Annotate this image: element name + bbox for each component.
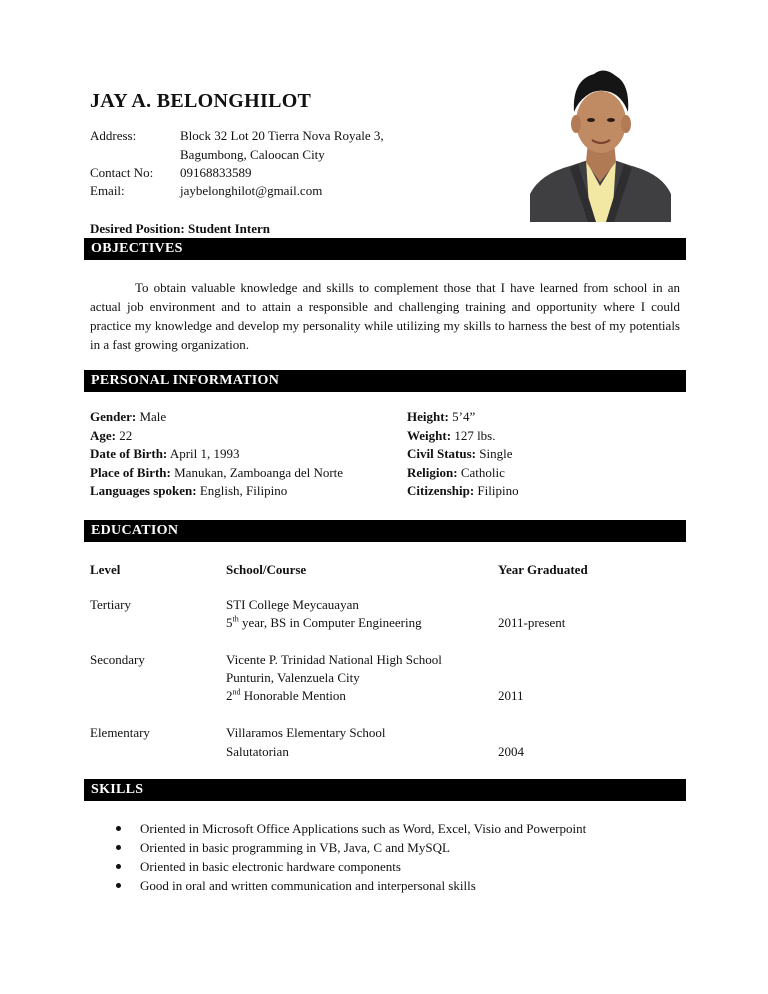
contact-label: Contact No: [90,165,154,180]
personal-religion: Religion: Catholic [407,465,505,480]
personal-date-of-birth: Date of Birth: April 1, 1993 [90,446,240,461]
education-tertiary-course: 5th year, BS in Computer Engineering [226,614,422,630]
education-tertiary-level: Tertiary [90,597,131,612]
section-education: EDUCATION [84,520,686,542]
skill-item: Oriented in basic programming in VB, Java, C and MySQL [116,838,676,857]
education-secondary-level: Secondary [90,652,145,667]
applicant-photo [530,62,671,222]
education-elementary-school: Villaramos Elementary School [226,725,386,740]
objective-text: To obtain valuable knowledge and skills to complement those that I have learned from school in an actual job environment and to attain a responsible and challenging training and opportunity where I could practice my knowledge and develop my personality while utilizing my skills to harness the best of my potentials in a fast growing organization. [90,280,680,352]
education-secondary-location: Punturin, Valenzuela City [226,670,360,685]
education-header-school: School/Course [226,562,307,577]
skill-item: Oriented in basic electronic hardware components [116,857,676,876]
personal-weight: Weight: 127 lbs. [407,428,496,443]
section-skills: SKILLS [84,779,686,801]
skill-item: Oriented in Microsoft Office Applications such as Word, Excel, Visio and Powerpoint [116,819,676,838]
education-tertiary-year: 2011-present [498,615,566,630]
section-personal-information: PERSONAL INFORMATION [84,370,686,392]
email-value: jaybelonghilot@gmail.com [180,183,323,198]
address-line-2: Bagumbong, Caloocan City [180,147,325,162]
skill-item: Good in oral and written communication and interpersonal skills [116,876,676,895]
personal-place-of-birth: Place of Birth: Manukan, Zamboanga del Norte [90,465,344,480]
education-elementary-level: Elementary [90,725,150,740]
skills-list [116,819,676,895]
address-line-1: Block 32 Lot 20 Tierra Nova Royale 3, [180,128,384,143]
personal-age: Age: 22 [90,428,133,443]
education-secondary-school: Vicente P. Trinidad National High School [226,652,442,667]
contact-value: 09168833589 [180,165,252,180]
education-elementary-year: 2004 [498,744,524,759]
education-tertiary-school: STI College Meycauayan [226,597,359,612]
education-header-level: Level [90,562,121,577]
personal-citizenship: Citizenship: Filipino [407,483,519,498]
address-label: Address: [90,128,137,143]
section-objectives: OBJECTIVES [84,238,686,260]
education-secondary-year: 2011 [498,688,524,703]
personal-civil-status: Civil Status: Single [407,446,513,461]
education-header-year: Year Graduated [498,562,588,577]
education-elementary-honor: Salutatorian [226,744,289,759]
personal-gender: Gender: Male [90,409,167,424]
personal-height: Height: 5’4” [407,409,476,424]
personal-languages: Languages spoken: English, Filipino [90,483,288,498]
desired-position: Desired Position: Student Intern [90,221,270,236]
applicant-name: JAY A. BELONGHILOT [90,90,312,112]
education-secondary-honor: 2nd Honorable Mention [226,687,346,703]
email-label: Email: [90,183,125,198]
